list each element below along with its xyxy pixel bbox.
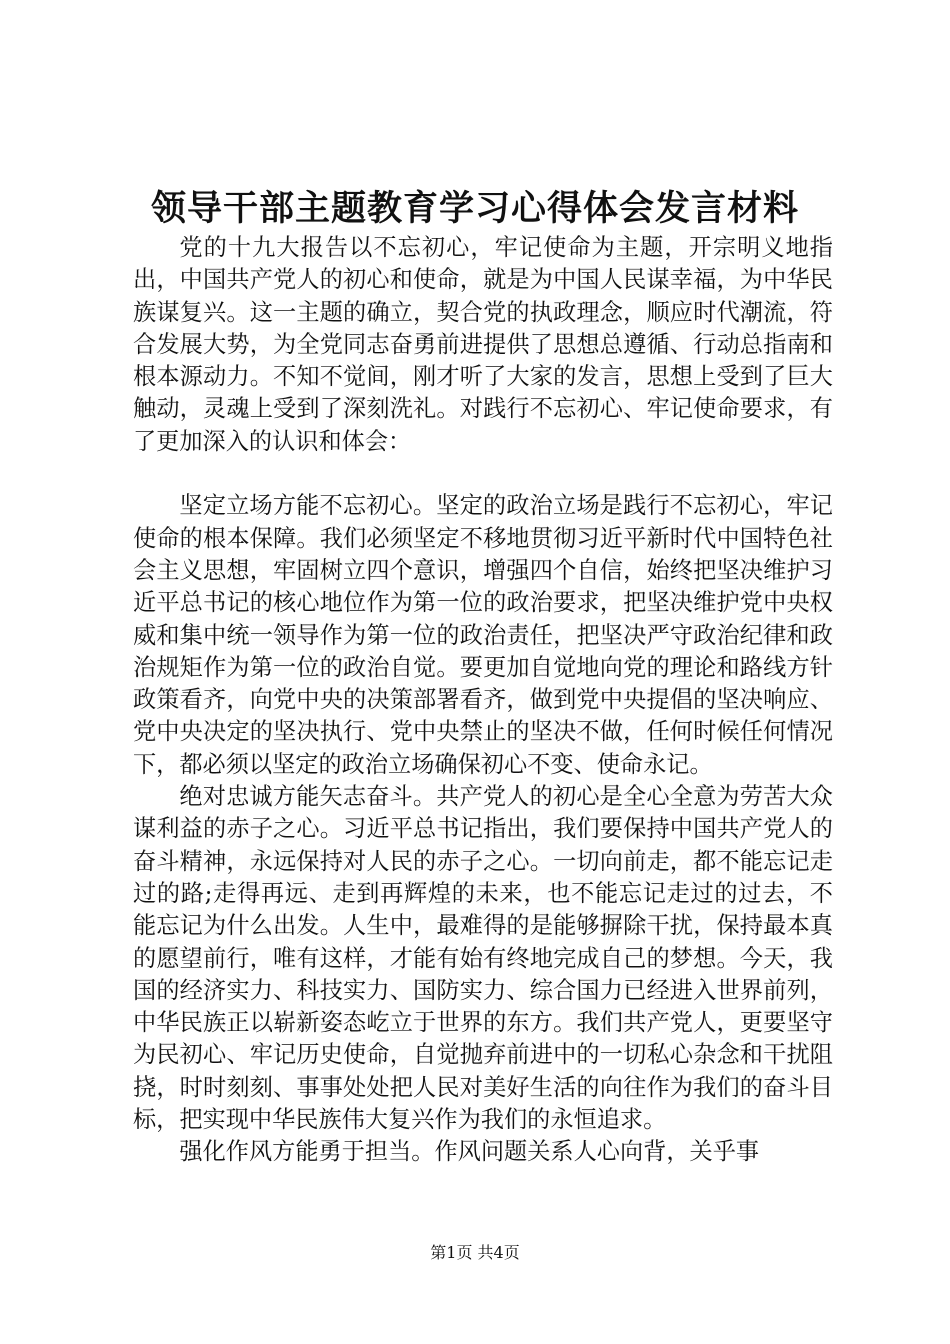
page-footer: 第1页 共4页 [430,1243,520,1262]
paragraph-intro: 党的十九大报告以不忘初心，牢记使命为主题，开宗明义地指出，中国共产党人的初心和使命，就是为中国人民谋幸福，为中华民族谋复兴。这一主题的确立，契合党的执政理念，顺应时代潮流，符合发展大势，为全党同志奋勇前进提供了思想总遵循、行动总指南和根本源动力。不知不觉间，刚才听了大家的发言，思想上受到了巨大触动，灵魂上受到了深刻洗礼。对践行不忘初心、牢记使命要求，有了更加深入的认识和体会： [133,234,833,455]
paragraph-strengthen-style: 强化作风方能勇于担当。作风问题关系人心向背，关乎事 [179,1138,760,1166]
document-title: 领导干部主题教育学习心得体会发言材料 [150,189,799,229]
document-body [133,232,833,1169]
paragraph-absolute-loyalty: 绝对忠诚方能矢志奋斗。共产党人的初心是全心全意为劳苦大众谋利益的赤子之心。习近平总书记指出，我们要保持中国共产党人的奋斗精神，永远保持对人民的赤子之心。一切向前走，都不能忘记走过的路;走得再远、走到再辉煌的未来，也不能忘记走过的过去，不能忘记为什么出发。人生中，最难得的是能够摒除干扰，保持最本真的愿望前行，唯有这样，才能有始有终地完成自己的梦想。今天，我国的经济实力、科技实力、国防实力、综合国力已经进入世界前列，中华民族正以崭新姿态屹立于世界的东方。我们共产党人，更要坚守为民初心、牢记历史使命，自觉抛弃前进中的一切私心杂念和干扰阻挠，时时刻刻、事事处处把人民对美好生活的向往作为我们的奋斗目标，把实现中华民族伟大复兴作为我们的永恒追求。 [133,783,833,1134]
paragraph-spacer [133,458,833,490]
paragraph-firm-stance: 坚定立场方能不忘初心。坚定的政治立场是践行不忘初心，牢记使命的根本保障。我们必须坚定不移地贯彻习近平新时代中国特色社会主义思想，牢固树立四个意识，增强四个自信，始终把坚决维护习近平总书记的核心地位作为第一位的政治要求，把坚决维护党中央权威和集中统一领导作为第一位的政治责任，把坚决严守政治纪律和政治规矩作为第一位的政治自觉。要更加自觉地向党的理论和路线方针政策看齐，向党中央的决策部署看齐，做到党中央提倡的坚决响应、党中央决定的坚决执行、党中央禁止的坚决不做，任何时候任何情况下，都必须以坚定的政治立场确保初心不变、使命永记。 [133,492,833,778]
